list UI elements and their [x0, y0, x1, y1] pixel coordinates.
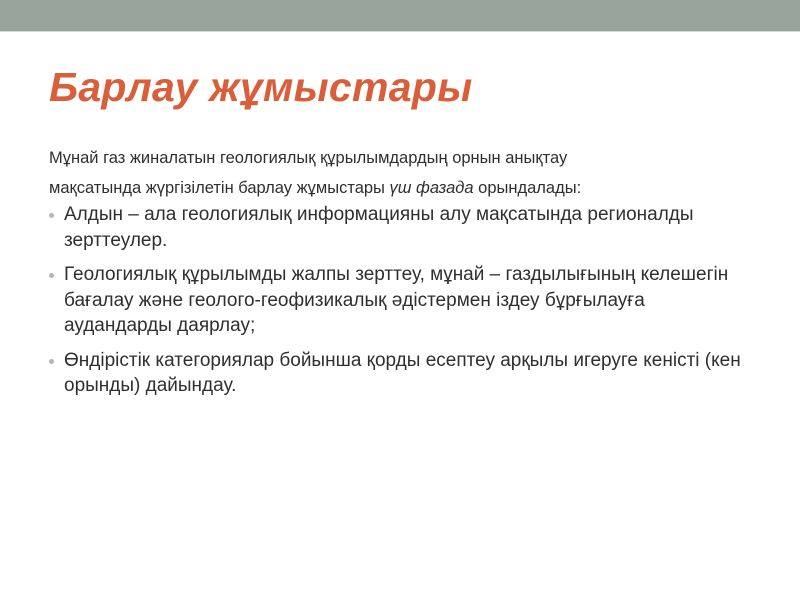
bullet-text-1: Алдын – ала геологиялық информацияны алу мақсатында регионалды зерттеулер. — [64, 204, 694, 251]
bullet-text-3: Өндірістік категориялар бойынша қорды есептеу арқылы игеруге кеністі (кен орынды) дайындау. — [64, 349, 741, 396]
intro-line-2-start: мақсатында жүргізілетін барлау жұмыстары — [49, 179, 390, 197]
slide-title: Барлау жұмыстары — [49, 64, 473, 110]
intro-paragraph — [49, 143, 749, 203]
bullet-dot-icon — [49, 359, 54, 364]
bullet-text-2: Геологиялық құрылымды жалпы зерттеу, мұнай – газдылығының келешегін бағалау және геолого-геофизикалық әдістермен іздеу бұрғылауға аудандарды даярлау; — [64, 264, 729, 336]
intro-emphasis: үш фазада — [389, 179, 474, 197]
bullet-list — [49, 202, 749, 408]
bullet-item-2 — [49, 262, 749, 339]
bullet-dot-icon — [49, 213, 54, 218]
intro-line-1: Мұнай газ жиналатын геологиялық құрылымдардың орнын анықтау — [49, 149, 568, 167]
intro-line-2-end: орындалады: — [473, 179, 582, 197]
top-decorative-bar — [0, 0, 800, 32]
bullet-dot-icon — [49, 273, 54, 278]
bullet-item-3 — [49, 348, 749, 399]
bullet-item-1 — [49, 202, 749, 253]
